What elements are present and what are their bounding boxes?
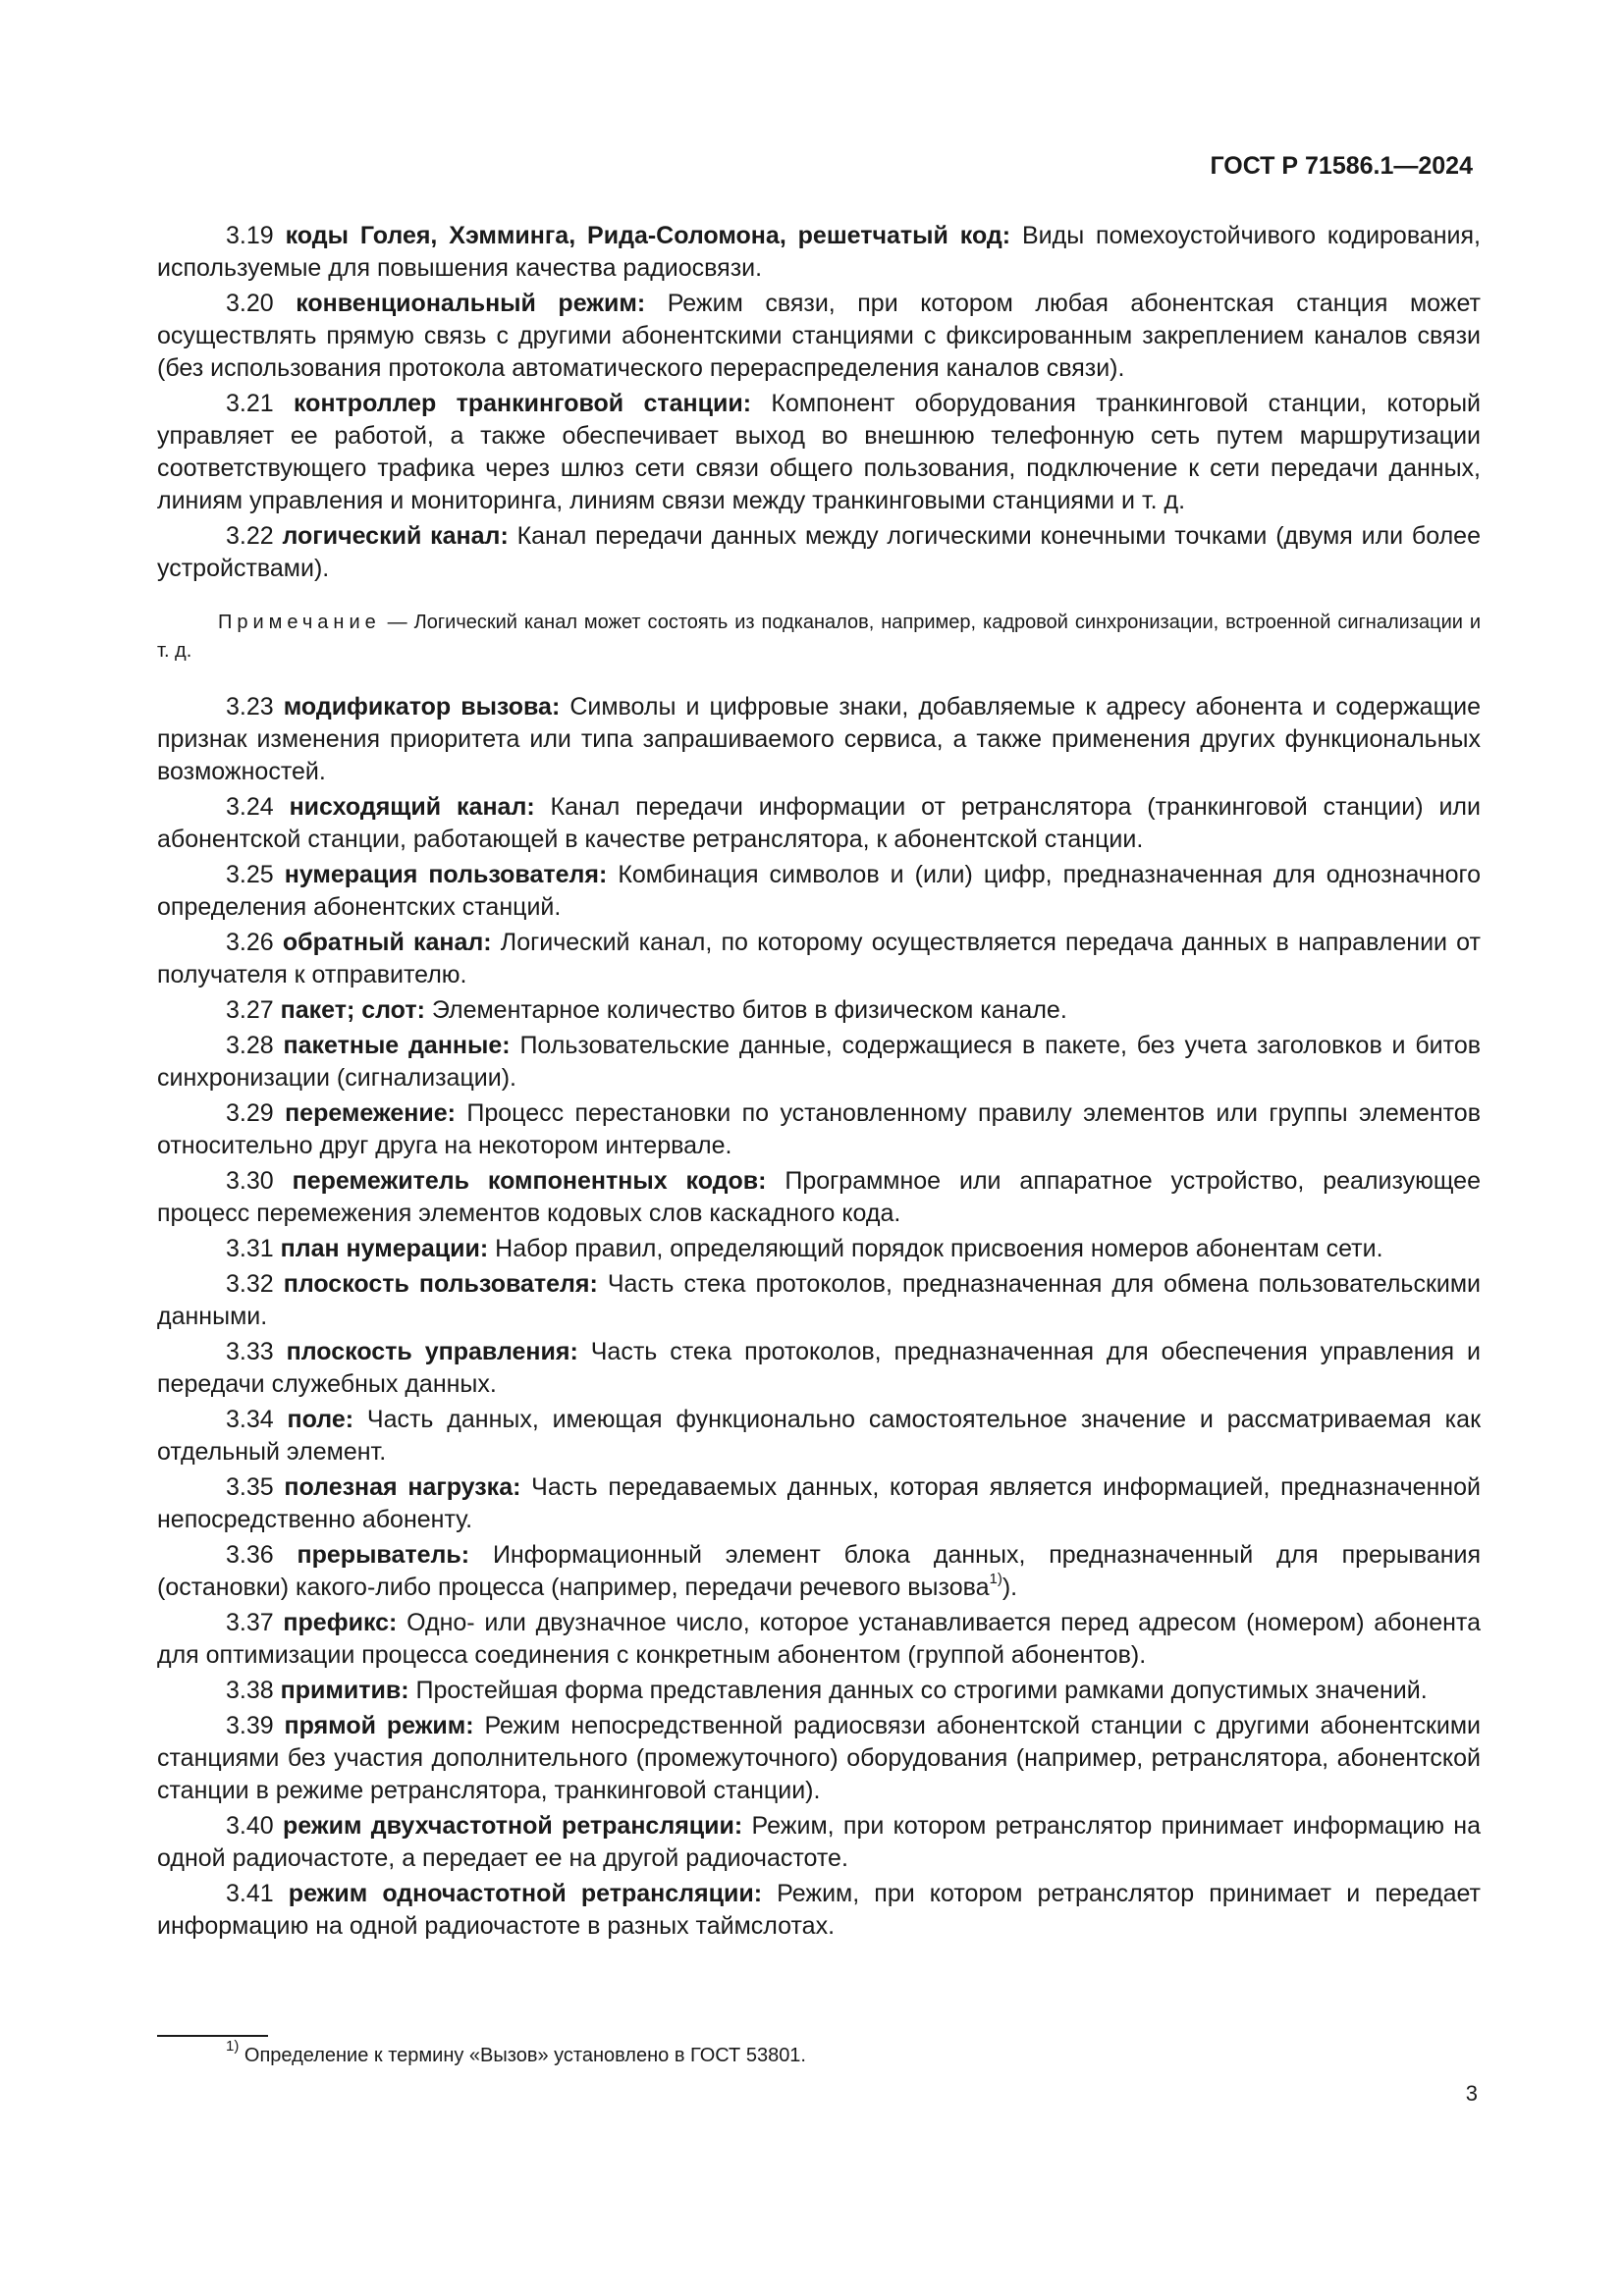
definition-3-28 <box>157 1030 1481 1095</box>
definition-term: обратный канал: <box>282 929 492 956</box>
definition-3-24 <box>157 791 1481 856</box>
definition-term: пакет; слот: <box>280 996 425 1024</box>
definition-text: Комбинация символов и (или) цифр, предназначенная для однозначного определения абонентских станций. <box>157 861 1482 921</box>
definition-text: Режим, при котором ретранслятор принимает информацию на одной радиочастоте, а передает ее на другой радиочастоте. <box>157 1812 1481 1872</box>
definition-text: Часть данных, имеющая функционально самостоятельное значение и рассматриваемая как отдельный элемент. <box>157 1406 1482 1466</box>
definition-term: модификатор вызова: <box>283 693 561 721</box>
definition-3-21 <box>157 388 1481 517</box>
footnote-marker: 1) <box>226 2038 240 2056</box>
definition-number: 3.36 <box>226 1541 274 1569</box>
definition-3-35 <box>157 1471 1481 1536</box>
definition-text: Символы и цифровые знаки, добавляемые к адресу абонента и содержащие признак изменения приоритета или типа запрашиваемого сервиса, а также применения других функциональных возможностей. <box>157 693 1482 785</box>
page-number: 3 <box>1465 2081 1478 2106</box>
definition-text: Компонент оборудования транкинговой станции, который управляет ее работой, а также обеспечивает выход во внешнюю телефонную сеть путем маршрутизации соответствующего трафика через шлюз сети связи общего пользования, подключение к сети передачи данных, линиям управления и мониторинга, линиям связи между транкинговыми станциями и т. д. <box>157 390 1482 514</box>
definition-number: 3.33 <box>226 1338 274 1365</box>
definition-number: 3.29 <box>226 1099 274 1127</box>
definitions-body <box>157 220 1481 1946</box>
note-label: Примечание <box>218 612 381 633</box>
definition-text: Простейшая форма представления данных со строгими рамками допустимых значений. <box>408 1677 1428 1704</box>
definition-number: 3.39 <box>226 1712 274 1739</box>
definition-3-25 <box>157 859 1481 924</box>
definition-text: Часть передаваемых данных, которая является информацией, предназначенной непосредственно абоненту. <box>157 1473 1481 1533</box>
definition-3-40 <box>157 1810 1481 1875</box>
definition-term: перемежитель компонентных кодов: <box>292 1167 767 1195</box>
definition-number: 3.37 <box>226 1609 274 1636</box>
definition-3-34 <box>157 1404 1481 1468</box>
definition-term: префикс: <box>283 1609 398 1636</box>
definition-number: 3.40 <box>226 1812 274 1840</box>
definition-text: Логический канал, по которому осуществляется передача данных в направлении от получателя к отправителю. <box>157 929 1481 988</box>
definition-term: нисходящий канал: <box>289 793 535 821</box>
footnote-reference: 1) <box>989 1570 1002 1587</box>
definition-number: 3.26 <box>226 929 274 956</box>
definition-term: примитив: <box>280 1677 409 1704</box>
definition-text: Режим, при котором ретранслятор принимает и передает информацию на одной радиочастоте в разных таймслотах. <box>157 1880 1481 1940</box>
definition-number: 3.27 <box>226 996 274 1024</box>
definition-3-27 <box>157 994 1481 1027</box>
definition-term: нумерация пользователя: <box>284 861 608 888</box>
definition-3-32 <box>157 1268 1481 1333</box>
definition-term: коды Голея, Хэмминга, Рида-Соломона, решетчатый код: <box>285 222 1011 249</box>
definition-number: 3.24 <box>226 793 274 821</box>
definition-number: 3.25 <box>226 861 274 888</box>
definition-term: полезная нагрузка: <box>284 1473 521 1501</box>
definition-3-31 <box>157 1233 1481 1265</box>
definition-text: Процесс перестановки по установленному правилу элементов или группы элементов относительно друг друга на некотором интервале. <box>157 1099 1481 1159</box>
definition-term: план нумерации: <box>280 1235 489 1262</box>
definition-text: Часть стека протоколов, предназначенная для обмена пользовательскими данными. <box>157 1270 1482 1330</box>
footnote <box>226 2038 1404 2070</box>
definition-3-30 <box>157 1165 1481 1230</box>
definition-number: 3.28 <box>226 1032 274 1059</box>
definition-3-38 <box>157 1675 1481 1707</box>
definition-term: режим двухчастотной ретрансляции: <box>283 1812 743 1840</box>
footnote-divider <box>157 2035 268 2037</box>
definition-number: 3.19 <box>226 222 274 249</box>
definition-term: прерыватель: <box>297 1541 470 1569</box>
definition-text: Программное или аппаратное устройство, реализующее процесс перемежения элементов кодовых слов каскадного кода. <box>157 1167 1481 1227</box>
definition-number: 3.21 <box>226 390 274 417</box>
definition-term: режим одночастотной ретрансляции: <box>288 1880 763 1907</box>
definition-text: Информационный элемент блока данных, предназначенный для прерывания (остановки) какого-либо процесса (например, передачи речевого вызова <box>157 1541 1481 1601</box>
document-designation: ГОСТ Р 71586.1—2024 <box>1210 152 1473 180</box>
definition-text: Часть стека протоколов, предназначенная для обеспечения управления и передачи служебных данных. <box>157 1338 1482 1398</box>
definition-term: прямой режим: <box>284 1712 474 1739</box>
definition-term: логический канал: <box>282 522 509 550</box>
note <box>157 609 1481 666</box>
definition-3-41 <box>157 1878 1481 1943</box>
definition-3-20 <box>157 288 1481 385</box>
definition-3-19 <box>157 220 1481 285</box>
definition-3-37 <box>157 1607 1481 1672</box>
definition-3-39 <box>157 1710 1481 1807</box>
definition-text: Канал передачи данных между логическими конечными точками (двумя или более устройствами). <box>157 522 1481 582</box>
definition-text: Канал передачи информации от ретранслятора (транкинговой станции) или абонентской станции, работающей в качестве ретранслятора, к абонентской станции. <box>157 793 1481 853</box>
definition-3-33 <box>157 1336 1481 1401</box>
definition-text: Набор правил, определяющий порядок присвоения номеров абонентам сети. <box>488 1235 1383 1262</box>
definition-number: 3.22 <box>226 522 274 550</box>
definition-term: контроллер транкинговой станции: <box>294 390 752 417</box>
definition-text: Режим связи, при котором любая абонентская станция может осуществлять прямую связь с другими абонентскими станциями с фиксированным закреплением каналов связи (без использования протокола автоматического перераспределения каналов связи). <box>157 290 1481 382</box>
definition-number: 3.20 <box>226 290 274 317</box>
definition-text: Виды помехоустойчивого кодирования, используемые для повышения качества радиосвязи. <box>157 222 1481 282</box>
definition-number: 3.23 <box>226 693 274 721</box>
definition-term: пакетные данные: <box>283 1032 511 1059</box>
definition-text: Элементарное количество битов в физическом канале. <box>424 996 1067 1024</box>
definition-term: плоскость управления: <box>286 1338 578 1365</box>
definition-text: Одно- или двузначное число, которое устанавливается перед адресом (номером) абонента для оптимизации процесса соединения с конкретным абонентом (группой абонентов). <box>157 1609 1481 1669</box>
definition-number: 3.30 <box>226 1167 274 1195</box>
definition-text-end: ). <box>1001 1574 1018 1601</box>
definition-number: 3.41 <box>226 1880 274 1907</box>
note-text: — Логический канал может состоять из подканалов, например, кадровой синхронизации, встроенной сигнализации и т. д. <box>157 612 1481 662</box>
definition-3-23 <box>157 691 1481 788</box>
definition-3-26 <box>157 927 1481 991</box>
definition-number: 3.38 <box>226 1677 274 1704</box>
definition-3-29 <box>157 1097 1481 1162</box>
definition-term: плоскость пользователя: <box>283 1270 598 1298</box>
definition-number: 3.35 <box>226 1473 274 1501</box>
definition-3-36 <box>157 1539 1481 1604</box>
definition-number: 3.32 <box>226 1270 274 1298</box>
definition-term: перемежение: <box>285 1099 456 1127</box>
definition-number: 3.31 <box>226 1235 274 1262</box>
definition-number: 3.34 <box>226 1406 274 1433</box>
definition-term: конвенциональный режим: <box>296 290 646 317</box>
definition-text: Пользовательские данные, содержащиеся в пакете, без учета заголовков и битов синхронизации (сигнализации). <box>157 1032 1482 1092</box>
definition-term: поле: <box>287 1406 354 1433</box>
footnote-text: Определение к термину «Вызов» установлено в ГОСТ 53801. <box>239 2045 806 2066</box>
definition-text: Режим непосредственной радиосвязи абонентской станции с другими абонентскими станциями без участия дополнительного (промежуточного) оборудования (например, ретранслятора, абонентской станции в режиме ретранслятора, транкинговой станции). <box>157 1712 1482 1804</box>
definition-3-22 <box>157 520 1481 585</box>
